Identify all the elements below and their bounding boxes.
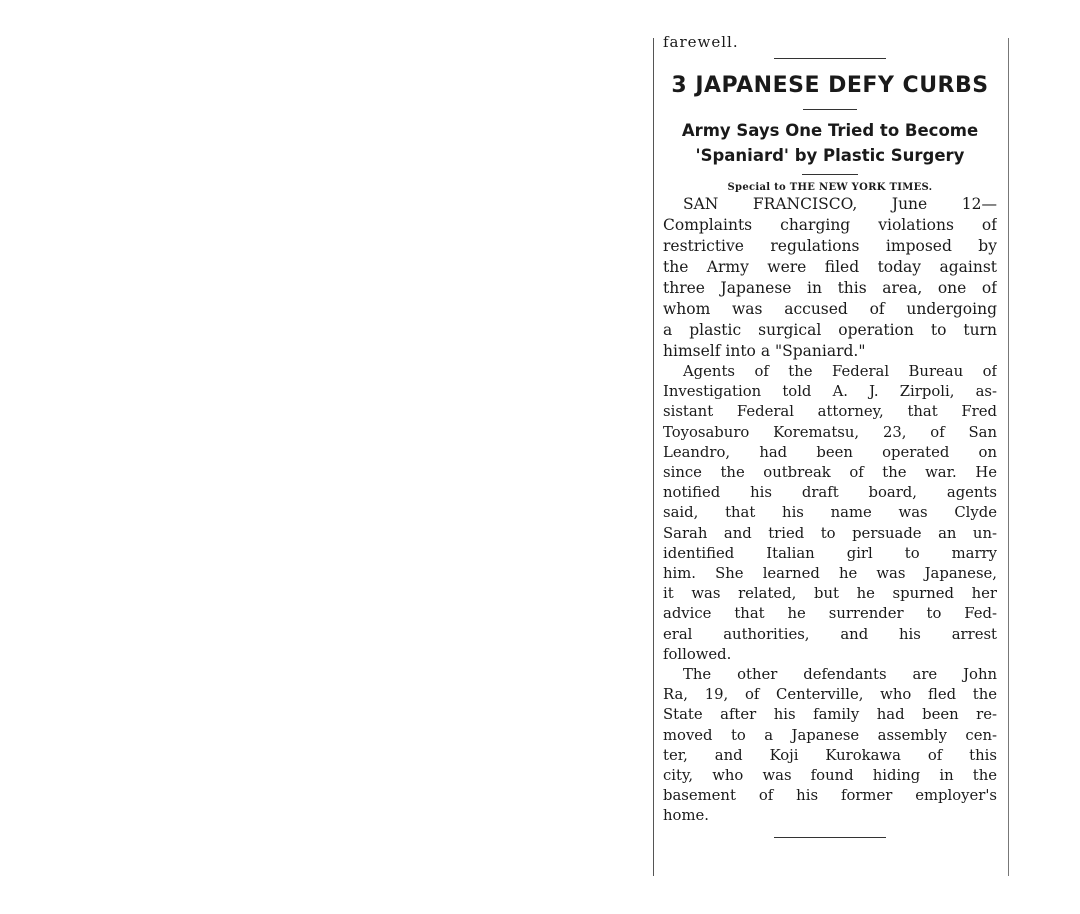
text-line: three Japanese in this area, one of bbox=[663, 279, 997, 297]
subheadline bbox=[663, 118, 997, 168]
newspaper-clipping bbox=[653, 38, 1011, 878]
text-line: since the outbreak of the war. He bbox=[663, 464, 997, 482]
text-line: SAN FRANCISCO, June 12— bbox=[683, 195, 997, 213]
divider-rule bbox=[774, 837, 886, 838]
text-line: Sarah and tried to persuade an un- bbox=[663, 524, 997, 542]
paragraph-3 bbox=[663, 665, 997, 827]
column-rule-left bbox=[653, 38, 654, 876]
text-line: Complaints charging violations of bbox=[663, 216, 997, 234]
text-line: a plastic surgical operation to turn bbox=[663, 321, 997, 339]
text-line: it was related, but he spurned her bbox=[663, 585, 997, 603]
divider-rule bbox=[774, 58, 886, 59]
article-column bbox=[663, 38, 997, 838]
article-body bbox=[663, 194, 997, 827]
text-line: restrictive regulations imposed by bbox=[663, 237, 997, 255]
text-line: The other defendants are John bbox=[683, 666, 997, 684]
text-line: ter, and Koji Kurokawa of this bbox=[663, 746, 997, 764]
text-line: moved to a Japanese assembly cen- bbox=[663, 726, 997, 744]
text-line: advice that he surrender to Fed- bbox=[663, 605, 997, 623]
text-line: himself into a "Spaniard." bbox=[663, 342, 866, 360]
text-line: Agents of the Federal Bureau of bbox=[683, 363, 997, 380]
text-line: basement of his former employer's bbox=[663, 787, 997, 805]
text-line: Toyosaburo Korematsu, 23, of San bbox=[663, 423, 997, 441]
text-line: him. She learned he was Japanese, bbox=[663, 565, 997, 583]
previous-article-fragment: farewell. bbox=[663, 36, 739, 48]
text-line: Ra, 19, of Centerville, who fled the bbox=[663, 686, 997, 704]
subheadline-line: Army Says One Tried to Become bbox=[681, 121, 979, 140]
headline: 3 JAPANESE DEFY CURBS bbox=[671, 73, 989, 98]
paragraph-2 bbox=[663, 362, 997, 665]
text-line: said, that his name was Clyde bbox=[663, 504, 997, 522]
text-line: Leandro, had been operated on bbox=[663, 443, 997, 461]
text-line: whom was accused of undergoing bbox=[663, 300, 997, 318]
divider-rule bbox=[803, 109, 857, 110]
text-line: identified Italian girl to marry bbox=[663, 544, 997, 562]
divider-rule bbox=[802, 174, 858, 175]
column-rule-right bbox=[1008, 38, 1009, 876]
text-line: followed. bbox=[663, 645, 732, 663]
text-line: the Army were filed today against bbox=[663, 258, 997, 276]
text-line: home. bbox=[663, 807, 709, 825]
text-line: Investigation told A. J. Zirpoli, as- bbox=[663, 383, 997, 401]
subheadline-line: 'Spaniard' by Plastic Surgery bbox=[695, 146, 965, 165]
text-line: State after his family had been re- bbox=[663, 706, 997, 724]
text-line: city, who was found hiding in the bbox=[663, 767, 997, 785]
text-line: notified his draft board, agents bbox=[663, 484, 997, 502]
text-line: eral authorities, and his arrest bbox=[663, 625, 997, 643]
text-line: sistant Federal attorney, that Fred bbox=[663, 403, 997, 421]
paragraph-1 bbox=[663, 194, 997, 362]
dateline-credit: Special to THE NEW YORK TIMES. bbox=[727, 182, 933, 193]
